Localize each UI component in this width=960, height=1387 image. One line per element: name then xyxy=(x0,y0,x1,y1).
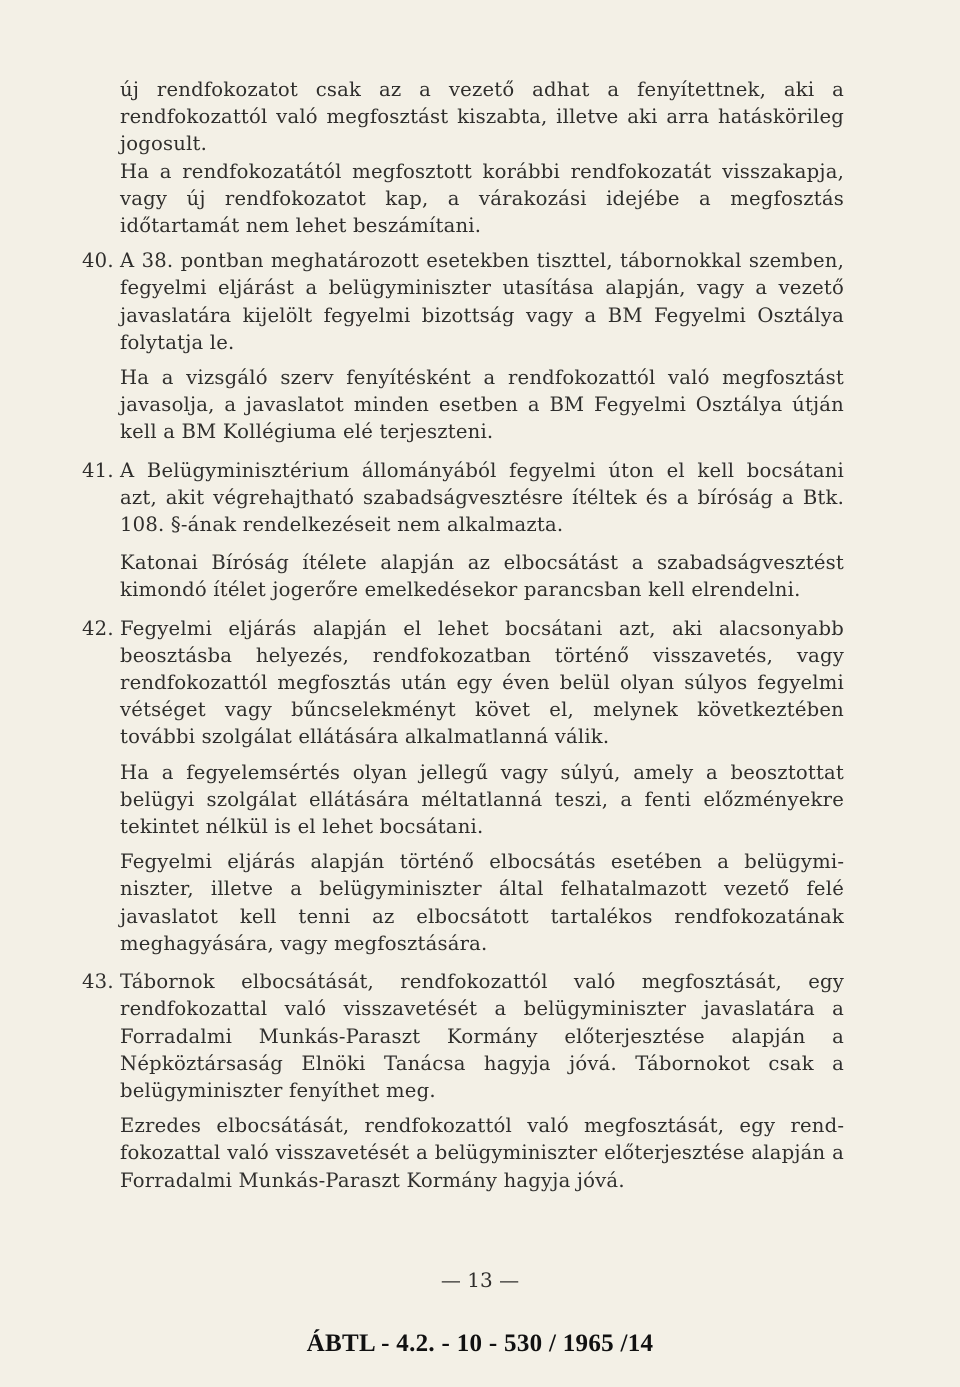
section-text: A 38. pontban meghatározott esetekben tiszttel, tábornokkal szemben, fegyelmi eljárást a belügyminiszter utasítása alapján, vagy a vezető javaslatára kijelölt fegyelmi bizottság vagy a BM Fegyelmi Osztálya folytatja le. xyxy=(120,249,844,354)
section-number: 43. xyxy=(82,970,114,994)
archive-reference: ÁBTL - 4.2. - 10 - 530 / 1965 /14 xyxy=(306,1330,654,1357)
paragraph: Ha a vizsgáló szerv fenyítésként a rendfokozattól való megfosztást javasolja, a javaslatot minden esetben a BM Fegyelmi Osztálya útján kell a BM Kollégiuma elé terjeszteni. xyxy=(120,366,844,444)
section-text: Fegyelmi eljárás alapján el lehet bocsátani azt, aki alacsonyabb beosztásba helyezés, rendfokozatban történő visszavetés, vagy rendfokozattól megfosztás után egy éven belül olyan súlyos fegyelmi vétséget vagy bűncselekményt követ el, melynek következtében további szolgálat ellátására alkalmatlanná válik. xyxy=(120,616,844,749)
section-text: A Belügyminisztérium állományából fegyelmi úton el kell bocsátani azt, akit végrehajtható szabadságvesztésre ítéltek és a bíróság a Btk. 108. §-ának rendelkezéseit nem alkalmazta. xyxy=(120,458,844,537)
section-42 xyxy=(82,615,844,751)
paragraph: Ha a fegyelemsértés olyan jellegű vagy súlyú, amely a beosztottat belügyi szolgálat ellátására méltatlanná teszi, a fenti előzményekre tekintet nélkül is el lehet bocsátani. xyxy=(120,760,844,839)
section-number: 40. xyxy=(82,249,114,273)
paragraph: Ha a rendfokozatától megfosztott korábbi rendfokozatát visszakapja, vagy új rendfokozatot kap, a várakozási idejébe a megfosztás időtartamát nem lehet beszámítani. xyxy=(120,159,844,238)
page-number: — 13 — xyxy=(440,1268,520,1292)
section-41 xyxy=(82,457,844,539)
section-number: 42. xyxy=(82,616,114,640)
section-40 xyxy=(82,247,844,356)
section-43 xyxy=(82,968,844,1104)
body-text xyxy=(82,76,844,1194)
paragraph-continuation: új rendfokozatot csak az a vezető adhat a fenyítettnek, aki a rendfokozattól való megfosztást kiszabta, illetve aki arra hatáskörileg jogosult. xyxy=(120,78,844,156)
section-number: 41. xyxy=(82,458,114,482)
paragraph: Ezredes elbocsátását, rendfokozattól való megfosztását, egy rendfokozattal való visszavetését a belügyminiszter előterjesztése alapján a Forradalmi Munkás-Paraszt Kormány hagyja jóvá. xyxy=(120,1114,844,1192)
paragraph: Katonai Bíróság ítélete alapján az elbocsátást a szabadságvesztést kimondó ítélet jogerőre emelkedésekor parancsban kell elrendelni. xyxy=(120,551,844,602)
paragraph: Fegyelmi eljárás alapján történő elbocsátás esetében a belügyminiszter, illetve a belügyminiszter által felhatalmazott vezető felé javaslatot kell tenni az elbocsátott tartalékos rendfokozatának meghagyására, vagy megfosztására. xyxy=(120,850,844,955)
section-text: Tábornok elbocsátását, rendfokozattól való megfosztását, egy rendfokozattal való visszavetését a belügyminiszter javaslatára a Forradalmi Munkás-Paraszt Kormány előterjesztése alapján a Népköztársaság Elnöki Tanácsa hagyja jóvá. Tábornokot csak a belügyminiszter fenyíthet meg. xyxy=(120,970,844,1102)
